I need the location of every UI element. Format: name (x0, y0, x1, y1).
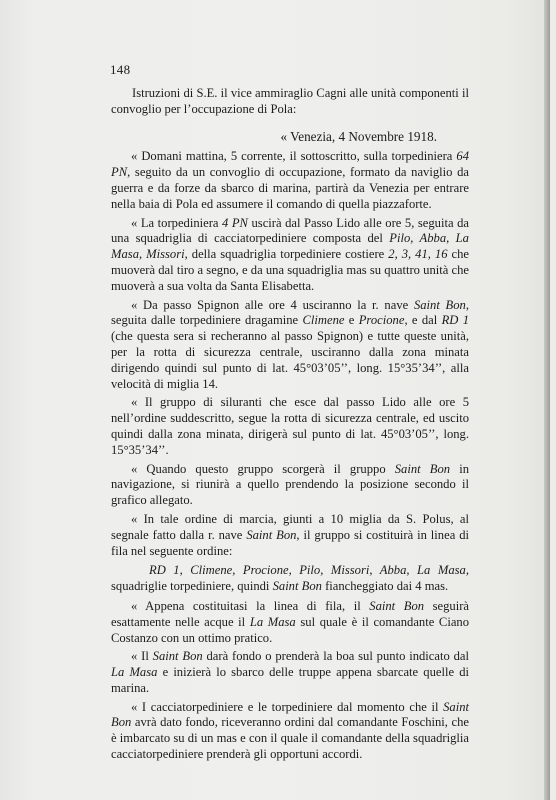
text-run: , e dal (404, 313, 442, 328)
paragraph (111, 649, 469, 696)
text-run: che muoverà dal tiro a segno, e da una squadriglia mas su quattro unità che muoverà a sua volta da Santa Elisabetta. (111, 247, 469, 293)
text-run: e (344, 313, 359, 328)
document-heading: Istruzioni di S.E. il vice ammiraglio Cagni alle unità componenti il convoglio per l’occupazione di Pola: (111, 86, 469, 116)
text-run: « In tale ordine di marcia, giunti a 10 miglia da S. Polus, al segnale fatto dalla r. nave (111, 511, 469, 542)
italic-ship-name: Procione (358, 313, 405, 328)
paragraphs-group (111, 149, 469, 559)
italic-ship-name: La Masa (249, 614, 296, 629)
italic-ship-name: Climene (302, 313, 345, 328)
text-run: squadriglie torpediniere, quindi (111, 579, 273, 594)
text-run: e inizierà lo sbarco delle truppe appena sbarcate quelle di marina. (111, 665, 469, 695)
text-run: « Il (131, 649, 153, 664)
paragraph (111, 599, 469, 646)
text-run: « Domani mattina, 5 corrente, il sottoscritto, sulla torpediniera (131, 149, 457, 164)
paragraph (111, 149, 469, 212)
italic-ship-name: 2, 3, 41, 16 (388, 247, 448, 262)
text-run: sul quale è il comandante Ciano Costanzo con un ottimo pratico. (111, 614, 470, 645)
italic-ship-name: RD 1 (441, 313, 469, 328)
formation-order-line (111, 563, 469, 595)
dateline: « Venezia, 4 Novembre 1918. (280, 128, 437, 144)
italic-ship-name: Saint Bon (111, 699, 469, 730)
paragraphs-group-after (111, 599, 469, 763)
italic-ship-name: RD 1, Climene, Procione, Pilo, Missori, Abba, La Masa, (149, 563, 469, 578)
italic-ship-name: Saint Bon (369, 598, 425, 613)
text-run: « Il gruppo di siluranti che esce dal passo Lido alle ore 5 nell’ordine suddescritto, segue la rotta di sicurezza centrale, ed uscito quindi dalla zona minata, dirigerà sul punto di lat. 45°03’05’’, long. 15°35’34’’. (111, 395, 469, 457)
text-run: « Da passo Spignon alle ore 4 usciranno la r. nave (131, 297, 414, 312)
page-number: 148 (110, 62, 131, 77)
text-run: , il gruppo si costituirà in linea di fila nel seguente ordine: (111, 527, 469, 558)
text-run: seguirà esattamente nelle acque il (111, 598, 470, 629)
text-run: , seguito da un convoglio di occupazione, formato da naviglio da guerra e da forze da sbarco di marina, partirà da Venezia per entrare nella baia di Pola ed assumere il comando di quella piazzaforte. (111, 165, 469, 211)
text-run: in navigazione, si riunirà a quello prendendo la posizione secondo il grafico allegato. (111, 461, 469, 508)
text-run: darà fondo o prenderà la boa sul punto indicato dal (202, 649, 469, 664)
text-run: (che questa sera si recheranno al passo Spignon) e tutte queste unità, per la rotta di sicurezza centrale, usciranno dalla zona minata dirigendo quindi sul punto di lat. 45°03’05’’, long. 15°35’34’’, alla velocità di miglia 14. (111, 329, 469, 391)
text-run: « I cacciatorpediniere e le torpediniere dal momento che il (131, 699, 444, 714)
paragraph (111, 216, 469, 295)
italic-ship-name: Saint Bon (413, 297, 466, 312)
italic-ship-name: La Masa (111, 665, 158, 680)
text-run: , della squadriglia torpediniere costiere (184, 247, 389, 262)
text-run: « Appena costituitasi la linea di fila, il (131, 598, 370, 613)
text-run: « Quando questo gruppo scorgerà il gruppo (131, 461, 395, 476)
italic-ship-name: 4 PN (222, 215, 248, 230)
italic-ship-name: Saint Bon (394, 461, 451, 476)
paragraph (111, 395, 469, 458)
paragraph (111, 700, 469, 763)
page-edge (544, 0, 550, 800)
paragraph (111, 512, 469, 559)
text-run: uscirà dal Passo Lido alle ore 5, seguita da una squadriglia di cacciatorpediniere composta del (111, 215, 469, 246)
paragraph (111, 462, 469, 509)
text-run: avrà dato fondo, riceveranno ordini dal comandante Foschini, che è imbarcato su di un mas e con il quale il comandante della squadriglia cacciatorpediniere prenderà gli opportuni accordi. (111, 715, 469, 762)
text-run: fiancheggiato dai 4 mas. (321, 579, 449, 594)
text-run: , seguita dalle torpediniere dragamine (111, 297, 469, 328)
italic-ship-name: Saint Bon (246, 527, 297, 542)
italic-ship-name: 64 PN (111, 149, 469, 180)
text-run: « La torpediniera (131, 215, 223, 230)
paragraph (111, 298, 469, 393)
italic-ship-name: Saint Bon (272, 579, 322, 594)
italic-ship-name: Saint Bon (152, 649, 203, 664)
italic-ship-name: Pilo, Abba, La Masa, Missori (111, 231, 469, 262)
body-text (111, 86, 469, 766)
